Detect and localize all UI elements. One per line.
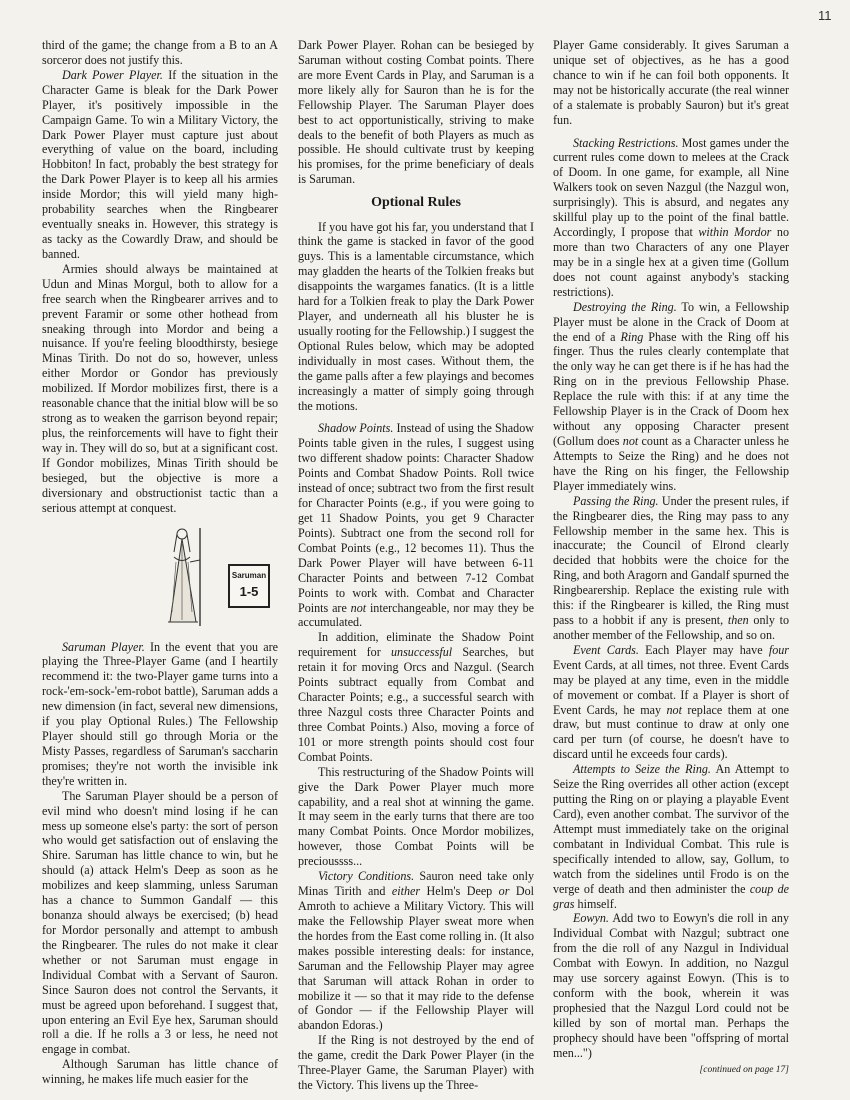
subheading-dark-power-player: Dark Power Player. xyxy=(62,67,163,82)
paragraph-text: To win, a Fellowship Player must be alone in the Crack of Doom at the end of a xyxy=(553,299,789,344)
saruman-counter xyxy=(228,564,270,608)
emphasis: coup de gras xyxy=(553,881,789,911)
page-number: 11 xyxy=(818,8,832,23)
paragraph xyxy=(553,762,789,911)
subheading-destroying-the-ring: Destroying the Ring. xyxy=(573,299,677,314)
emphasis: unsuccessful xyxy=(390,645,453,660)
paragraph-text: no more than two Characters of any one Player may be in a single hex at a given time (Gollum does not count against anybody's stacking restrictions). xyxy=(553,225,789,299)
paragraph xyxy=(553,136,789,300)
paragraph xyxy=(42,68,278,262)
subheading-passing-the-ring: Passing the Ring. xyxy=(573,493,659,508)
saruman-illustration xyxy=(162,522,208,630)
subheading-attempts-to-seize: Attempts to Seize the Ring. xyxy=(573,762,711,777)
paragraph-text: only to another member of the Fellowship, and so on. xyxy=(553,613,789,642)
emphasis: or xyxy=(498,884,510,899)
paragraph: third of the game; the change from a B to an A sorceror does not justify this. xyxy=(42,38,278,67)
paragraph xyxy=(298,630,534,764)
paragraph-text: Phase with the Ring off his finger. Thus the rules clearly contemplate that the only way he can get there is if he has had the Ring on in the previous Fellowship Phase. Replace the rule with this: if at any time the Fellowship Player is in the Crack of Doom hex without any opposing Character present (Gollum does xyxy=(553,329,789,448)
paragraph-text: interchangeable, nor may they be accumulated. xyxy=(298,600,534,630)
saruman-figure xyxy=(42,522,278,634)
emphasis: not xyxy=(350,600,367,615)
paragraph-text: In the event that you are playing the Three-Player Game (and I heartily recommend it: the two-Player game turns into a rock-'em-sock-'em-robot battle), Saruman adds a new dimension (in fact, several new dimensions, if you play Optional Rules.) The Fellowship Player should still go through Moria or the Misty Passes, regardless of Saruman's saccharin promises; they're not worth the invisible ink they're written in. xyxy=(42,639,279,788)
emphasis: four xyxy=(768,642,789,657)
middle-column xyxy=(298,38,534,1093)
paragraph-text: Each Player may have xyxy=(638,642,769,657)
paragraph-text: Event Cards, at all times, not three. Event Cards may be played at any time, even in the middle of movement or combat. If a Player is short of Event Cards, he may xyxy=(553,657,789,717)
paragraph-text: Most games under the current rules come down to melees at the Crack of Doom. In one game, for example, all Nine Walkers took on seven Nazgul (the Nazgul won, surprisingly). This is absurd, and negates any skillful play up to the point of the final battle. Accordingly, I propose that xyxy=(553,135,790,240)
section-heading: Optional Rules xyxy=(371,195,461,211)
subheading-shadow-points: Shadow Points. xyxy=(318,421,394,436)
paragraph xyxy=(42,640,278,789)
paragraph: Player Game considerably. It gives Saruman a unique set of objectives, as he has a good chance to win if he can foil both opponents. It may not be historically accurate (the real winner of a stalemate is probably Sauron) but it's great fun. xyxy=(553,38,789,127)
subheading-eowyn: Eowyn. xyxy=(573,911,609,926)
paragraph-text: Helm's Deep xyxy=(420,884,499,899)
subheading-event-cards: Event Cards. xyxy=(573,642,639,657)
paragraph xyxy=(298,421,534,630)
paragraph-text: An Attempt to Seize the Ring overrides all other action (except putting the Ring on or playing a playable Event Card), even another combat. The survivor of the Attempt must immediately take on the original combatant in Individual Combat. This rule is specifically intended to allow, say, Gollum, to watch from the sidelines until Frodo is on the verge of death and then administer the xyxy=(553,762,790,896)
paragraph: If you have got his far, you understand that I think the game is stacked in favor of the good guys. This is a lamentable circumstance, which may gladden the hearts of the Tolkien freaks but disappoints the wargames fanatics. (It is a little hard for a Tolkien freak to play the Dark Power Player, and underneath all his bluster he is usually rooting for the Fellowship.) I suggest the Optional Rules below, which may be adopted individually in most cases. Without them, the the game palls after a few playings and becomes increasingly a matter of simply going through the motions. xyxy=(298,219,534,413)
paragraph-text: Instead of using the Shadow Points table given in the rules, I suggest using two different shadow points: Character Shadow Points and Combat Shadow Points. Roll twice instead of once; subtract two from the first result for Character Points (e.g., if you were going to get 11 Shadow Points, you get 9 Character Points). Subtract one from the second roll for Combat Points (e.g., 12 becomes 11). Thus the Dark Power Player will have between 6-11 Character Points and between 7-12 Combat Points to work with. Combat and Character Points are xyxy=(298,421,534,615)
paragraph: Dark Power Player. Rohan can be besieged by Saruman without costing Combat points. There are more Event Cards in Play, and Saruman is a more likely ally for Sauron than he is for the Fellowship Player. The Saruman Player does best to act opportunistically, striving to make deals to the benefit of both Players as much as possible. He should cultivate trust by keeping his promises, for the prime beneficiary of deals is Saruman. xyxy=(298,38,534,187)
subheading-stacking-restrictions: Stacking Restrictions. xyxy=(573,135,679,150)
left-column xyxy=(42,38,278,1087)
paragraph-text: Dol Amroth to achieve a Military Victory. This will make the Fellowship Player sweat more when the hordes from the East come rolling in. (It also makes possible interesting deals: for instance, Saruman and the Fellowship Player may agree that Saruman will attack Rohan in order to mobilize it — so that it may ride to the defense of Gondor — if the Fellowship Player will abandon Edoras.) xyxy=(298,884,535,1033)
paragraph-text: Under the present rules, if the Ringbearer dies, the Ring may pass to any Fellowship member in the same hex. This is inaccurate; the Council of Elrond clearly decided that hobbits were the choice for the Ring, and both Aragorn and Gandalf spurned the Ringbearership. Replace the existing rule with this: if the Ringbearer is killed, the Ring must pass to a hobbit if any is present, xyxy=(553,493,789,628)
paragraph-text: count as a Character unless he Attempts to Seize the Ring) and he does not have the Ring on his finger, the Fellowship Player immediately wins. xyxy=(553,433,789,493)
emphasis: Ring xyxy=(620,329,644,344)
paragraph-text: himself. xyxy=(574,896,617,911)
emphasis: not xyxy=(622,433,639,448)
emphasis: not xyxy=(666,702,682,717)
subheading-victory-conditions: Victory Conditions. xyxy=(318,869,415,884)
paragraph: Armies should always be maintained at Udun and Minas Morgul, both to allow for a free search when the Ringbearer arrives and to prevent Faramir or some other hothead from sneaking through into Mordor and being a nuisance. If you're feeling bloodthirsty, besiege Minas Tirith. Do not do so, however, unless either Mordor or Gondor has previously mobilized. If Mordor mobilizes first, there is a reasonable chance that the initial blow will be so strong as to weaken the garrison beyond repair; plus, the reinforcements will have to fight their way in. They will do so, but at a significant cost. If Gondor mobilizes, Minas Tirith should be besieged, but the objective is more a diversionary and obstructionist tactic than a serious attempt at conquest. xyxy=(42,261,278,515)
paragraph-text: replace them at one draw, but must continue to draw at only one card per turn (of course, he doesn't have to discard until he exceeds four cards). xyxy=(553,702,789,762)
paragraph-text: In addition, eliminate the Shadow Point requirement for xyxy=(298,630,534,660)
emphasis: within Mordor xyxy=(698,225,772,240)
paragraph-text: Sauron need take only Minas Tirith and xyxy=(298,869,534,899)
counter-name: Saruman xyxy=(231,570,267,580)
emphasis: either xyxy=(391,884,421,899)
paragraph: This restructuring of the Shadow Points will give the Dark Power Player much more capability, and a real shot at winning the game. It may seem in the early turns that there are too many Combat Points. Once Mordor mobilizes, however, those Combat Points will be precioussss... xyxy=(298,764,534,869)
paragraph: The Saruman Player should be a person of evil mind who doesn't mind losing if he can mess up someone else's party: the sort of person who would get satisfaction out of enslaving the Shire. Saruman has little chance to win, but he should (a) attack Helm's Deep as soon as he mobilizes and keep slamming, unless Saruman has a chance to Summon Gandalf — this bonanza should always be exercised; (b) head for Mordor personally and attempt to ambush the Ringbearer. The rules do not make it clear whether or not Saruman must engage in Individual Combat with a Servant of Sauron. Since Sauron does not control the Servants, it must be agreed upon beforehand. I suggest that, upon entering an Evil Eye hex, Saruman should roll a die. If he rolls a 3 or less, he need not engage in combat. xyxy=(42,788,278,1057)
counter-value: 1-5 xyxy=(239,584,259,600)
continued-note: [continued on page 17] xyxy=(699,1064,789,1075)
paragraph xyxy=(553,494,789,643)
paragraph: Although Saruman has little chance of winning, he makes life much easier for the xyxy=(42,1057,278,1087)
subheading-saruman-player: Saruman Player. xyxy=(62,639,145,654)
emphasis: then xyxy=(727,613,749,628)
paragraph-text: Add two to Eowyn's die roll in any Individual Combat with Nazgul; subtract one from the die roll of any Nazgul in Individual Combat with Eowyn. In addition, no Nazgul may use sorcery against Eowyn. (This is to conform with the book, wherein it was prophesied that the Nazgul Lord could not be killed by son of mortal man. Perhaps the prophecy should have been "offspring of mortal men...") xyxy=(553,911,789,1060)
paragraph: If the Ring is not destroyed by the end of the game, credit the Dark Power Player (in the Three-Player Game, the Saruman Player) with the Victory. This livens up the Three- xyxy=(298,1033,534,1093)
paragraph xyxy=(553,643,789,762)
paragraph xyxy=(298,869,534,1033)
paragraph xyxy=(553,911,789,1060)
paragraph-text: Searches, but retain it for moving Orcs and Nazgul. (Search Points subtract equally from Combat and Character Points; e.g., a successful search with three Nazgul costs three Character Points and three Combat Points.) Also, moving a force of 101 or more strength points should cost four Combat Points. xyxy=(298,645,534,764)
right-column xyxy=(553,38,789,1076)
paragraph-text: If the situation in the Character Game is bleak for the Dark Power Player, it's positively impossible in the Campaign Game. To win a Military Victory, the Dark Power Player must capture just about everything of value on the board, including Hobbiton! In fact, probably the best strategy for the Dark Power Player is to keep all his armies inside Mordor; this will yield many high-probability searches when the Ringbearer eventually sneaks in. However, this strategy is as tacky as the Cowardly Draw, and should be banned. xyxy=(42,67,278,261)
paragraph xyxy=(553,300,789,494)
